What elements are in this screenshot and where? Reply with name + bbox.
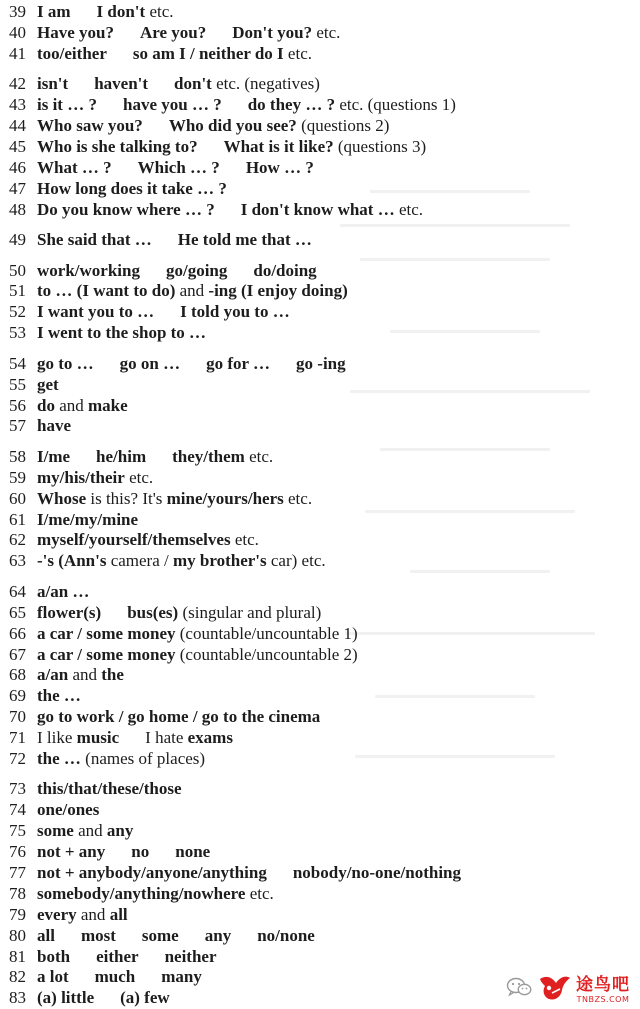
topic-note: etc. bbox=[283, 43, 312, 63]
contents-entry bbox=[9, 489, 629, 510]
unit-number: 50 bbox=[9, 260, 26, 280]
contents-entry bbox=[9, 884, 629, 905]
topic-note: car) etc. bbox=[266, 551, 326, 571]
topic-keyword: I/me/my/mine bbox=[37, 509, 139, 529]
contents-entry bbox=[9, 779, 629, 800]
contents-entry bbox=[9, 510, 629, 531]
topic-keyword: I/me bbox=[37, 446, 71, 466]
topic-keyword: I don't bbox=[96, 2, 146, 21]
contents-entry bbox=[9, 116, 629, 137]
topic-note: and bbox=[73, 821, 107, 841]
contents-entry bbox=[9, 44, 629, 65]
contents-entry bbox=[9, 749, 629, 770]
topic-keyword: What … ? bbox=[37, 157, 112, 177]
topic-keyword: one/ones bbox=[37, 800, 100, 820]
topic-note: etc. bbox=[145, 2, 174, 21]
contents-entry bbox=[9, 926, 629, 947]
topic-keyword: go for … bbox=[206, 353, 271, 373]
unit-number: 58 bbox=[9, 446, 26, 466]
unit-number: 71 bbox=[9, 728, 26, 748]
topic-keyword: a/an … bbox=[37, 581, 90, 601]
topic-note: etc. (questions 1) bbox=[335, 95, 456, 115]
unit-number: 42 bbox=[9, 74, 26, 94]
contents-entry bbox=[9, 137, 629, 158]
contents-entry bbox=[9, 551, 629, 572]
topic-keyword: some bbox=[141, 925, 179, 945]
topic-keyword: How long does it take … ? bbox=[37, 178, 227, 198]
contents-entry bbox=[9, 800, 629, 821]
unit-number: 83 bbox=[9, 988, 26, 1008]
contents-group bbox=[9, 261, 629, 345]
topic-keyword: music bbox=[76, 728, 120, 748]
contents-entry bbox=[9, 530, 629, 551]
contents-entry bbox=[9, 302, 629, 323]
topic-keyword: the … bbox=[37, 686, 81, 706]
logo-chinese-text: 途鸟吧 bbox=[576, 975, 630, 995]
topic-keyword: this/that/these/those bbox=[37, 779, 182, 799]
topic-keyword: -ing (I enjoy doing) bbox=[208, 281, 348, 301]
contents-group bbox=[9, 447, 629, 572]
topic-keyword: He told me that … bbox=[177, 230, 312, 250]
topic-keyword: get bbox=[37, 374, 59, 394]
contents-group bbox=[9, 74, 629, 220]
contents-entry bbox=[9, 468, 629, 489]
contents-entry bbox=[9, 95, 629, 116]
unit-number: 62 bbox=[9, 530, 26, 550]
topic-keyword: She said that … bbox=[37, 230, 152, 250]
topic-keyword: Which … ? bbox=[137, 157, 220, 177]
unit-number: 45 bbox=[9, 136, 26, 156]
topic-note: etc. bbox=[124, 467, 154, 487]
unit-number: 64 bbox=[9, 581, 26, 601]
topic-note: etc. (negatives) bbox=[211, 74, 320, 94]
topic-keyword: many bbox=[161, 967, 202, 987]
contents-group bbox=[9, 582, 629, 770]
unit-number: 70 bbox=[9, 707, 26, 727]
topic-keyword: don't bbox=[174, 74, 212, 94]
contents-entry bbox=[9, 396, 629, 417]
unit-number: 61 bbox=[9, 509, 26, 529]
contents-entry bbox=[9, 603, 629, 624]
contents-entry bbox=[9, 707, 629, 728]
unit-number: 73 bbox=[9, 779, 26, 799]
unit-number: 43 bbox=[9, 95, 26, 115]
topic-keyword: flower(s) bbox=[37, 602, 102, 622]
topic-note: and bbox=[175, 281, 209, 301]
topic-keyword: neither bbox=[164, 946, 217, 966]
topic-keyword: I want you to … bbox=[37, 302, 155, 322]
topic-keyword: too/either bbox=[37, 43, 107, 63]
topic-keyword: exams bbox=[187, 728, 233, 748]
topic-note: etc. bbox=[230, 530, 259, 550]
topic-note: I like bbox=[37, 728, 77, 748]
topic-keyword: Don't you? bbox=[232, 22, 313, 42]
unit-number: 72 bbox=[9, 748, 26, 768]
topic-keyword: my brother's bbox=[172, 551, 267, 571]
topic-keyword: haven't bbox=[94, 74, 149, 94]
contents-entry bbox=[9, 200, 629, 221]
topic-keyword: have bbox=[37, 416, 71, 436]
topic-keyword: isn't bbox=[37, 74, 69, 94]
topic-note: (names of places) bbox=[80, 748, 206, 768]
topic-keyword: a car / some money bbox=[37, 644, 176, 664]
topic-keyword: he/him bbox=[96, 446, 147, 466]
topic-note: I hate bbox=[145, 728, 188, 748]
unit-number: 78 bbox=[9, 883, 26, 903]
contents-entry bbox=[9, 947, 629, 968]
topic-keyword: Whose bbox=[37, 488, 87, 508]
topic-keyword: not + anybody/anyone/anything bbox=[37, 863, 267, 882]
unit-number: 47 bbox=[9, 178, 26, 198]
contents-entry bbox=[9, 416, 629, 437]
contents-entry bbox=[9, 645, 629, 666]
topic-keyword: go to … bbox=[37, 353, 94, 373]
topic-note: (questions 3) bbox=[333, 136, 427, 156]
topic-keyword: the … bbox=[37, 748, 81, 768]
topic-keyword: much bbox=[94, 967, 136, 987]
contents-entry bbox=[9, 665, 629, 686]
unit-number: 44 bbox=[9, 116, 26, 136]
unit-number: 74 bbox=[9, 800, 26, 820]
unit-number: 81 bbox=[9, 946, 26, 966]
topic-keyword: some bbox=[37, 821, 74, 841]
topic-keyword: Do you know where … ? bbox=[37, 199, 215, 219]
unit-number: 55 bbox=[9, 374, 26, 394]
contents-group bbox=[9, 230, 629, 251]
unit-number: 66 bbox=[9, 623, 26, 643]
contents-entry bbox=[9, 842, 629, 863]
topic-keyword: What is it like? bbox=[223, 136, 334, 156]
topic-keyword: no bbox=[131, 842, 150, 862]
unit-number: 39 bbox=[9, 2, 26, 21]
topic-note: (singular and plural) bbox=[178, 602, 322, 622]
topic-keyword: a/an bbox=[37, 665, 69, 685]
unit-number: 68 bbox=[9, 665, 26, 685]
topic-note: and bbox=[54, 395, 89, 415]
topic-note: (countable/uncountable 1) bbox=[175, 623, 358, 643]
topic-keyword: go/going bbox=[165, 260, 228, 280]
topic-keyword: I don't know what … bbox=[240, 199, 395, 219]
topic-keyword: do bbox=[37, 395, 55, 415]
topic-keyword: work/working bbox=[37, 260, 140, 280]
topic-keyword: I went to the shop to … bbox=[37, 323, 207, 343]
contents-entry bbox=[9, 624, 629, 645]
unit-number: 80 bbox=[9, 925, 26, 945]
contents-group bbox=[9, 2, 629, 65]
contents-entry bbox=[9, 230, 629, 251]
contents-entry bbox=[9, 261, 629, 282]
topic-note: (questions 2) bbox=[296, 116, 390, 136]
topic-keyword: nobody/no-one/nothing bbox=[292, 863, 462, 882]
unit-number: 52 bbox=[9, 302, 26, 322]
contents-entry bbox=[9, 375, 629, 396]
topic-keyword: any bbox=[204, 925, 232, 945]
unit-number: 54 bbox=[9, 353, 26, 373]
topic-keyword: somebody/anything/nowhere bbox=[37, 883, 246, 903]
topic-keyword: a lot bbox=[37, 967, 69, 987]
unit-number: 59 bbox=[9, 467, 26, 487]
topic-keyword: so am I / neither do I bbox=[132, 43, 284, 63]
unit-number: 51 bbox=[9, 281, 26, 301]
topic-note: is this? It's bbox=[86, 488, 167, 508]
topic-keyword: (a) few bbox=[120, 988, 170, 1008]
unit-number: 53 bbox=[9, 323, 26, 343]
topic-keyword: mine/yours/hers bbox=[166, 488, 284, 508]
topic-note: and bbox=[76, 904, 110, 924]
logo-wordmark bbox=[576, 970, 630, 1004]
topic-keyword: none bbox=[175, 842, 211, 862]
unit-number: 77 bbox=[9, 863, 26, 882]
contents-entry bbox=[9, 905, 629, 926]
topic-keyword: no/none bbox=[257, 925, 315, 945]
topic-keyword: either bbox=[96, 946, 139, 966]
contents-entry bbox=[9, 323, 629, 344]
contents-entry bbox=[9, 354, 629, 375]
topic-keyword: every bbox=[37, 904, 77, 924]
topic-keyword: to … (I want to do) bbox=[37, 281, 176, 301]
unit-number: 41 bbox=[9, 43, 26, 63]
bird-logo-icon bbox=[536, 969, 572, 1005]
topic-note: etc. bbox=[312, 22, 341, 42]
topic-keyword: Who did you see? bbox=[168, 116, 297, 136]
contents-entry bbox=[9, 23, 629, 44]
topic-keyword: Who saw you? bbox=[37, 116, 143, 136]
unit-number: 67 bbox=[9, 644, 26, 664]
topic-keyword: do/doing bbox=[253, 260, 317, 280]
unit-number: 49 bbox=[9, 230, 26, 250]
contents-entry bbox=[9, 821, 629, 842]
topic-note: etc. bbox=[283, 488, 313, 508]
topic-keyword: is it … ? bbox=[37, 95, 97, 115]
topic-keyword: they/them bbox=[172, 446, 245, 466]
topic-keyword: bus(es) bbox=[127, 602, 179, 622]
contents-entry bbox=[9, 281, 629, 302]
topic-keyword: go to work / go home / go to the cinema bbox=[37, 707, 321, 727]
unit-number: 82 bbox=[9, 967, 26, 987]
topic-keyword: not + any bbox=[37, 842, 106, 862]
unit-number: 76 bbox=[9, 842, 26, 862]
topic-keyword: myself/yourself/themselves bbox=[37, 530, 231, 550]
contents-entry bbox=[9, 2, 629, 23]
unit-number: 46 bbox=[9, 157, 26, 177]
unit-number: 65 bbox=[9, 602, 26, 622]
topic-keyword: all bbox=[109, 904, 128, 924]
topic-note: etc. bbox=[245, 883, 274, 903]
logo-url-text: TNBZS.COM bbox=[576, 995, 630, 1004]
contents-entry bbox=[9, 179, 629, 200]
topic-keyword: I am bbox=[37, 2, 71, 21]
wechat-icon bbox=[506, 977, 532, 997]
unit-number: 60 bbox=[9, 488, 26, 508]
topic-keyword: do they … ? bbox=[247, 95, 336, 115]
topic-keyword: most bbox=[80, 925, 116, 945]
topic-keyword: (a) little bbox=[37, 988, 95, 1008]
topic-keyword: make bbox=[88, 395, 128, 415]
contents-entry bbox=[9, 74, 629, 95]
topic-note: camera / bbox=[106, 551, 173, 571]
watermark bbox=[506, 969, 630, 1005]
topic-note: and bbox=[68, 665, 102, 685]
contents-entry bbox=[9, 686, 629, 707]
unit-number: 40 bbox=[9, 22, 26, 42]
contents-entry bbox=[9, 158, 629, 179]
topic-note: (countable/uncountable 2) bbox=[175, 644, 358, 664]
topic-keyword: the bbox=[101, 665, 124, 685]
unit-number: 56 bbox=[9, 395, 26, 415]
topic-keyword: a car / some money bbox=[37, 623, 176, 643]
topic-note: etc. bbox=[244, 446, 274, 466]
topic-note: etc. bbox=[394, 199, 424, 219]
contents-list bbox=[9, 2, 629, 1009]
topic-keyword: Have you? bbox=[37, 22, 114, 42]
contents-entry bbox=[9, 728, 629, 749]
contents-entry bbox=[9, 582, 629, 603]
topic-keyword: -'s (Ann's bbox=[37, 551, 107, 571]
contents-entry bbox=[9, 447, 629, 468]
unit-number: 79 bbox=[9, 904, 26, 924]
topic-keyword: How … ? bbox=[245, 157, 314, 177]
unit-number: 75 bbox=[9, 821, 26, 841]
unit-number: 63 bbox=[9, 551, 26, 571]
topic-keyword: go on … bbox=[119, 353, 181, 373]
contents-group bbox=[9, 354, 629, 438]
topic-keyword: Are you? bbox=[139, 22, 207, 42]
topic-keyword: I told you to … bbox=[180, 302, 290, 322]
topic-keyword: all bbox=[37, 925, 55, 945]
unit-number: 48 bbox=[9, 199, 26, 219]
topic-keyword: both bbox=[37, 946, 71, 966]
unit-number: 57 bbox=[9, 416, 26, 436]
topic-keyword: go -ing bbox=[296, 353, 346, 373]
unit-number: 69 bbox=[9, 686, 26, 706]
contents-entry bbox=[9, 863, 629, 884]
topic-keyword: my/his/their bbox=[37, 467, 125, 487]
topic-keyword: have you … ? bbox=[122, 95, 222, 115]
topic-keyword: any bbox=[106, 821, 134, 841]
topic-keyword: Who is she talking to? bbox=[37, 136, 198, 156]
